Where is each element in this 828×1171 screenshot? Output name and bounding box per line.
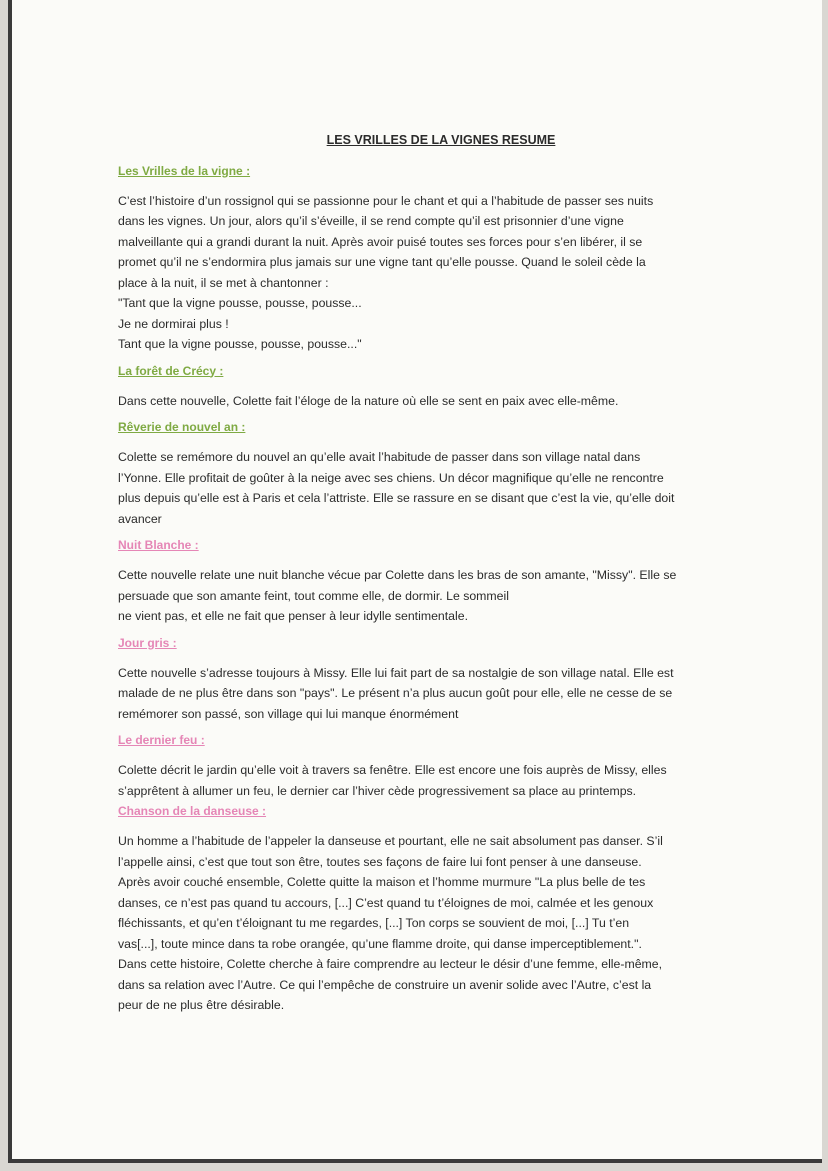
paragraph-line: Dans cette histoire, Colette cherche à faire comprendre au lecteur le désir d’une femme, elle-même, [118, 957, 663, 971]
section-paragraph [118, 391, 744, 412]
paragraph-line: Tant que la vigne pousse, pousse, pousse..." [118, 337, 362, 351]
section-heading: La forêt de Crécy : [118, 363, 224, 378]
sections-container [118, 161, 744, 1016]
paragraph-line: place à la nuit, il se met à chantonner : [118, 275, 329, 290]
paragraph-line: persuade que son amante feint, tout comme elle, de dormir. Le sommeil [118, 588, 509, 603]
paragraph-line: ne vient pas, et elle ne fait que penser à leur idylle sentimentale. [118, 609, 468, 623]
document-page [8, 0, 822, 1163]
paragraph-line: s’apprêtent à allumer un feu, le dernier car l’hiver cède progressivement sa place au printemps. [118, 783, 637, 798]
section-heading: Rêverie de nouvel an : [118, 420, 246, 434]
paragraph-line: dans les vignes. Un jour, alors qu’il s’éveille, il se rend compte qu’il est prisonnier d’une vigne [118, 214, 624, 228]
paragraph-line: dans sa relation avec l’Autre. Ce qui l’empêche de construire un avenir solide avec l’Autre, c’est la [118, 977, 652, 992]
paragraph-line: Après avoir couché ensemble, Colette quitte la maison et l’homme murmure "La plus belle de tes [118, 875, 646, 889]
section-paragraph [118, 831, 744, 1016]
paragraph-line: Colette se remémore du nouvel an qu’elle avait l’habitude de passer dans son village natal dans [118, 450, 641, 464]
section-heading: Les Vrilles de la vigne : [118, 163, 251, 178]
document-content [118, 130, 744, 1022]
paragraph-line: C’est l’histoire d’un rossignol qui se passionne pour le chant et qui a l’habitude de passer ses nuits [118, 193, 654, 208]
section-paragraph [118, 447, 744, 529]
section-paragraph [118, 663, 744, 725]
paragraph-line: "Tant que la vigne pousse, pousse, pousse... [118, 296, 362, 310]
section-heading: Chanson de la danseuse : [118, 804, 267, 818]
section-paragraph [118, 191, 744, 355]
paragraph-line: peur de ne plus être désirable. [118, 998, 285, 1012]
section-paragraph [118, 760, 744, 801]
paragraph-line: promet qu’il ne s’endormira plus jamais sur une vigne tant qu’elle pousse. Quand le soleil cède la [118, 255, 646, 269]
paragraph-line: l’Yonne. Elle profitait de goûter à la neige avec ses chiens. Un décor magnifique qu’elle ne rencontre [118, 470, 664, 485]
paragraph-line: plus depuis qu’elle est à Paris et cela l’attriste. Elle se rassure en se disant que c’est la vie, qu’elle doit [118, 491, 675, 505]
paragraph-line: avancer [118, 511, 162, 526]
section-heading: Le dernier feu : [118, 733, 205, 747]
section-heading: Jour gris : [118, 635, 177, 650]
paragraph-line: l’appelle ainsi, c’est que tout son être, toutes ses façons de faire lui font penser à une danseuse. [118, 854, 642, 869]
document-title: LES VRILLES DE LA VIGNES RESUME [326, 133, 556, 147]
paragraph-line: vas[...], toute mince dans ta robe orangée, qu’une flamme droite, qui danse imperceptiblement.". [118, 936, 642, 951]
paragraph-line: fléchissants, et qu’en t’éloignant tu me regardes, [...] Ton corps se souvient de moi, [...] Tu t’en [118, 916, 630, 930]
paragraph-line: malade de ne plus être dans son "pays". Le présent n’a plus aucun goût pour elle, elle ne cesse de se [118, 686, 673, 700]
paragraph-line: remémorer son passé, son village qui lui manque énormément [118, 706, 459, 721]
paragraph-line: Cette nouvelle relate une nuit blanche vécue par Colette dans les bras de son amante, "Missy". Elle se [118, 568, 677, 582]
paragraph-line: danses, ce n’est pas quand tu accours, [...] C’est quand tu t’éloignes de moi, calmée et les genoux [118, 895, 654, 910]
section-heading: Nuit Blanche : [118, 538, 199, 552]
paragraph-line: Je ne dormirai plus ! [118, 316, 229, 331]
section-paragraph [118, 565, 744, 627]
paragraph-line: Dans cette nouvelle, Colette fait l’éloge de la nature où elle se sent en paix avec elle-même. [118, 393, 619, 408]
paragraph-line: malveillante qui a grandi durant la nuit. Après avoir puisé toutes ses forces pour s’en libérer, il se [118, 234, 643, 249]
paragraph-line: Cette nouvelle s’adresse toujours à Missy. Elle lui fait part de sa nostalgie de son village natal. Elle est [118, 665, 674, 680]
paragraph-line: Un homme a l’habitude de l’appeler la danseuse et pourtant, elle ne sait absolument pas danser. S’il [118, 834, 663, 848]
paragraph-line: Colette décrit le jardin qu’elle voit à travers sa fenêtre. Elle est encore une fois auprès de Missy, elles [118, 763, 667, 777]
